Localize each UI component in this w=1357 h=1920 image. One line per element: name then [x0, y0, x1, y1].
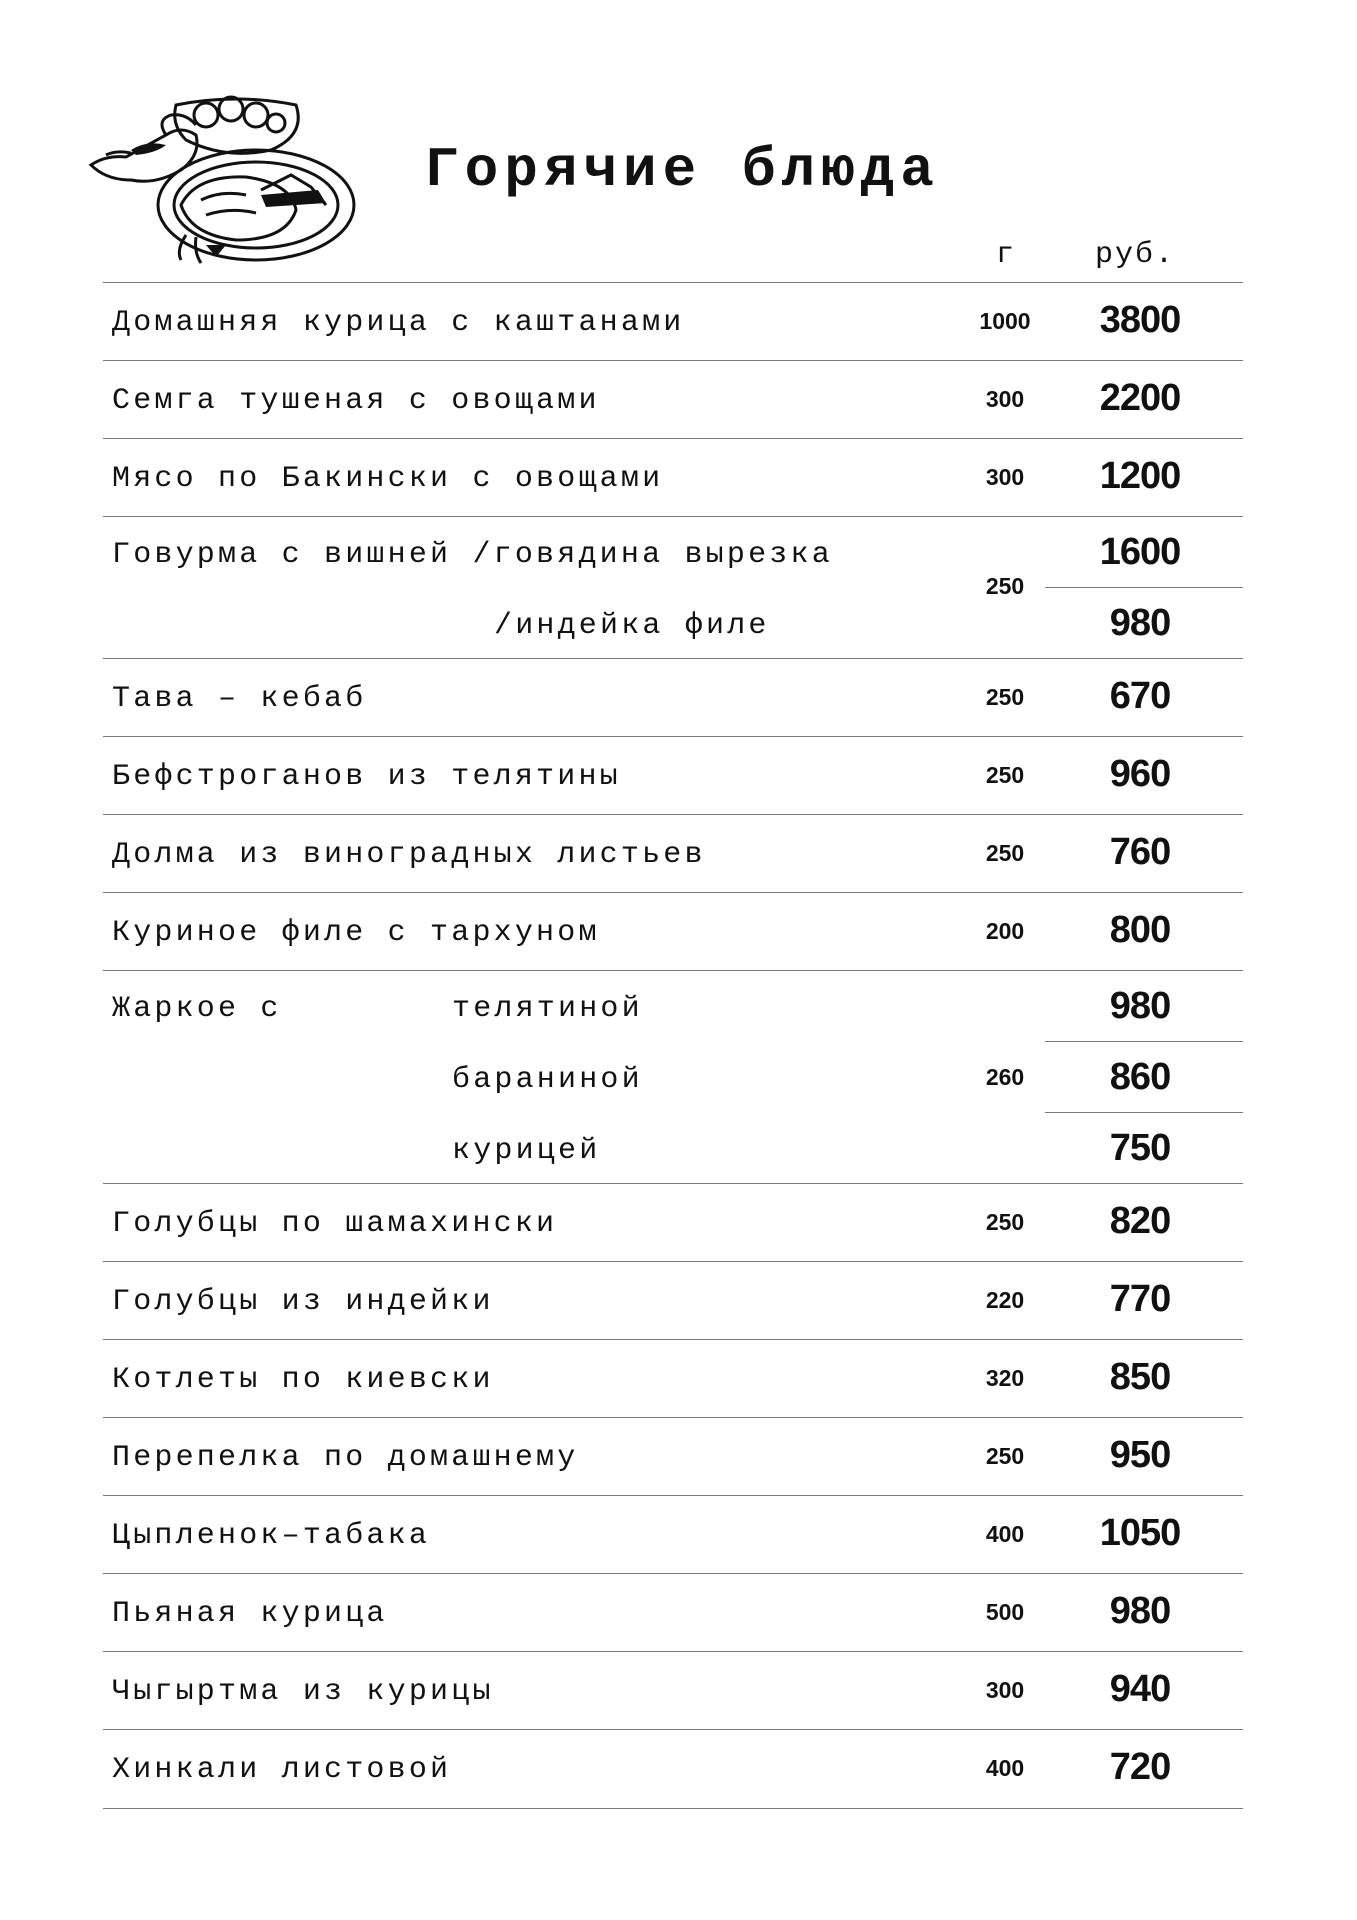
dish-name: Семга тушеная с овощами — [112, 384, 600, 418]
price-column-header: руб. — [1095, 238, 1176, 272]
dish-weight: 300 — [985, 464, 1025, 490]
dish-weight: 250 — [985, 762, 1025, 788]
dish-price: 850 — [1109, 1356, 1171, 1398]
dish-name: Куриное филе с тархуном — [112, 916, 600, 950]
dish-weight: 200 — [985, 918, 1025, 944]
dish-name: Бефстроганов из телятины — [112, 760, 621, 794]
dish-weight: 220 — [985, 1287, 1025, 1313]
dish-weight: 250 — [985, 1443, 1025, 1469]
weight-column-header: г — [995, 238, 1014, 272]
dish-name: Чыгыртма из курицы — [112, 1675, 494, 1709]
dish-weight: 300 — [985, 386, 1025, 412]
dish-weight: 250 — [985, 684, 1025, 710]
dish-price: 1200 — [1099, 455, 1181, 497]
dish-price: 720 — [1109, 1746, 1171, 1788]
dish-name: Мясо по Бакински с овощами — [112, 462, 664, 496]
dish-name: Пьяная курица — [112, 1597, 388, 1631]
dish-name: Тава – кебаб — [112, 682, 367, 716]
dish-price: 760 — [1109, 831, 1171, 873]
dish-price: 2200 — [1099, 377, 1181, 419]
dish-weight: 400 — [985, 1521, 1025, 1547]
dish-name: Голубцы из индейки — [112, 1285, 494, 1319]
dish-name: Говурма с вишней /говядина вырезка — [112, 538, 833, 572]
dish-weight: 320 — [985, 1365, 1025, 1391]
page-title: Горячие блюда — [425, 138, 940, 202]
dish-price: 1050 — [1099, 1512, 1181, 1554]
dish-price: 800 — [1109, 909, 1171, 951]
dish-price: 670 — [1109, 675, 1171, 717]
dish-name: Домашняя курица с каштанами — [112, 306, 685, 340]
dish-price: 960 — [1109, 753, 1171, 795]
dish-weight: 250 — [985, 840, 1025, 866]
dish-variant-label: бараниной — [452, 1063, 643, 1097]
dish-weight: 260 — [985, 1064, 1025, 1090]
dish-price: 980 — [1109, 1590, 1171, 1632]
dish-weight: 1000 — [979, 308, 1031, 334]
dish-name: Жаркое с — [112, 992, 282, 1026]
dish-price: 820 — [1109, 1200, 1171, 1242]
dish-price: 1600 — [1099, 531, 1181, 573]
dish-name: Хинкали листовой — [112, 1753, 452, 1787]
dish-price: 3800 — [1099, 299, 1181, 341]
dish-variant-price: 750 — [1109, 1127, 1171, 1169]
dish-weight: 300 — [985, 1677, 1025, 1703]
dish-variant-label: курицей — [452, 1134, 601, 1168]
dish-name: Перепелка по домашнему — [112, 1441, 579, 1475]
dish-weight: 250 — [985, 1209, 1025, 1235]
dish-name: Котлеты по киевски — [112, 1363, 494, 1397]
dish-variant-price: 860 — [1109, 1056, 1171, 1098]
dish-variant-label: телятиной — [452, 992, 643, 1026]
dish-price: 770 — [1109, 1278, 1171, 1320]
dish-price-secondary: 980 — [1109, 602, 1171, 644]
dish-weight: 500 — [985, 1599, 1025, 1625]
dish-price: 950 — [1109, 1434, 1171, 1476]
dish-price: 940 — [1109, 1668, 1171, 1710]
dish-name: Цыпленок–табака — [112, 1519, 431, 1553]
dish-variant-price: 980 — [1109, 985, 1171, 1027]
dish-sub-line: /индейка филе — [494, 609, 770, 643]
dish-name: Голубцы по шамахински — [112, 1207, 558, 1241]
dish-weight: 250 — [985, 573, 1025, 599]
dish-name: Долма из виноградных листьев — [112, 838, 706, 872]
dish-weight: 400 — [985, 1755, 1025, 1781]
